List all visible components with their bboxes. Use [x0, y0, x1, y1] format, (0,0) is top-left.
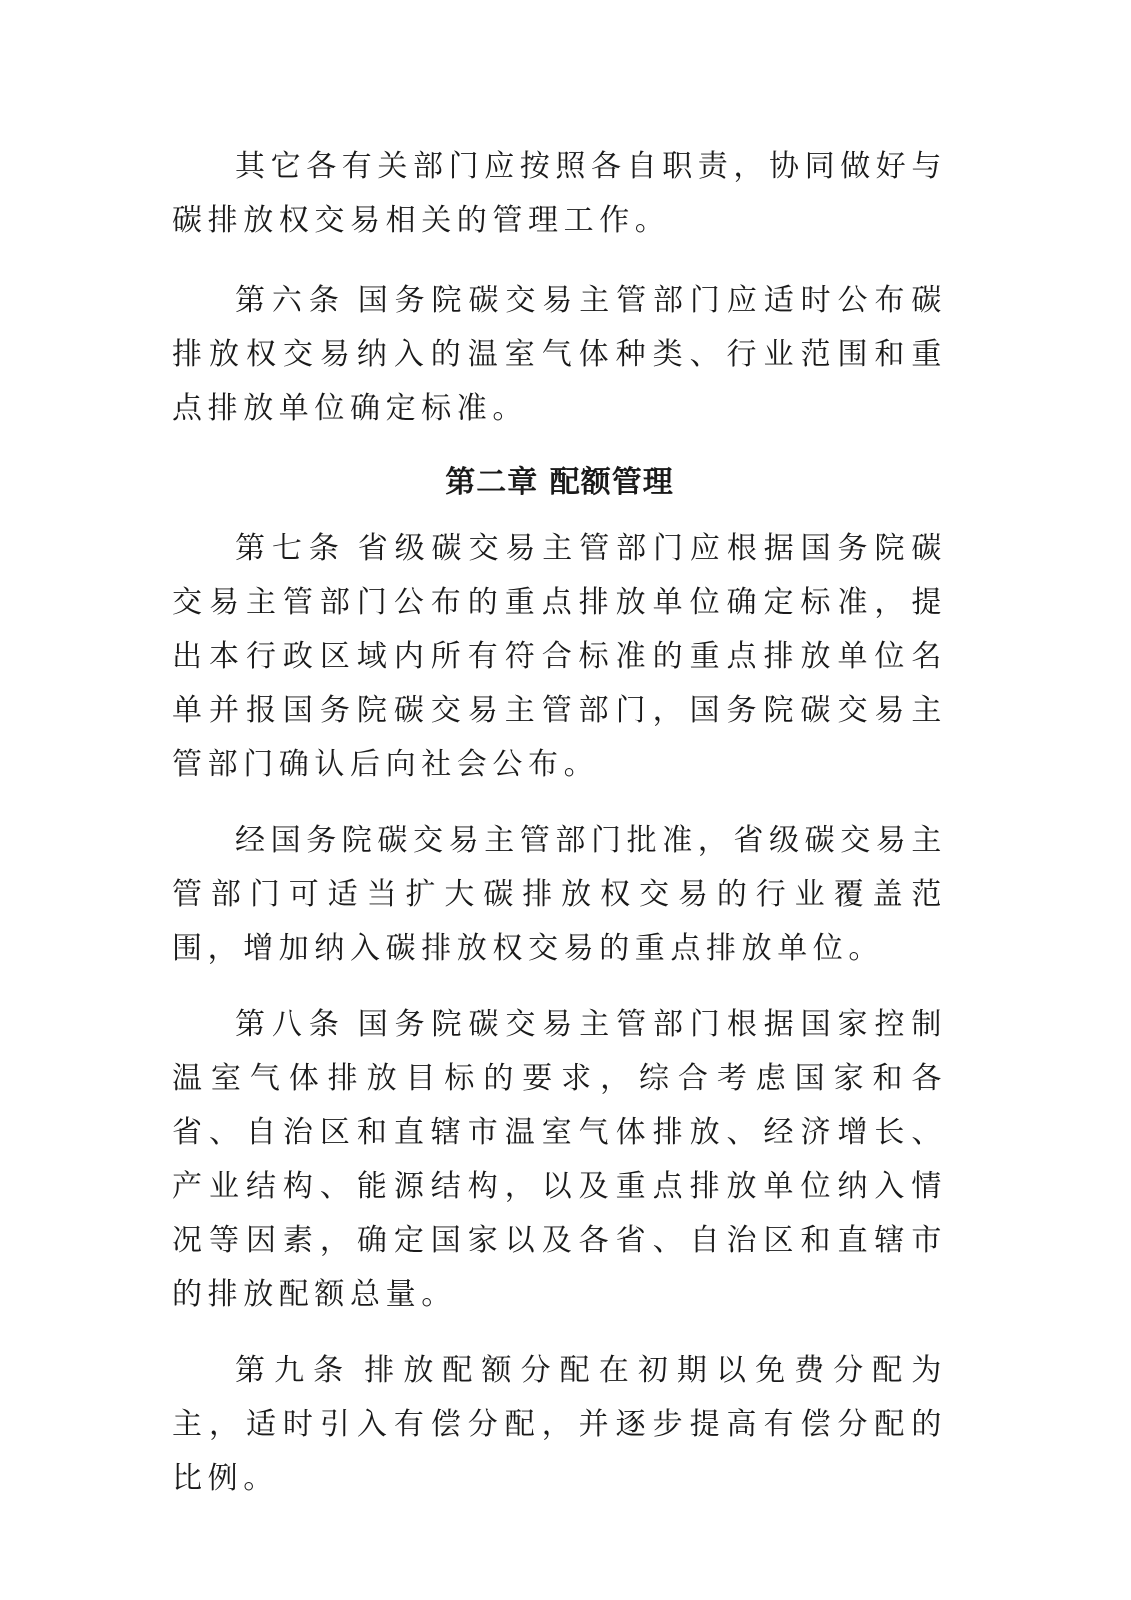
paragraph-other-departments [172, 140, 947, 248]
article-text: 省级碳交易主管部门应根据国务院碳交易主管部门公布的重点排放单位确定标准，提出本行政区域内所有符合标准的重点排放单位名单并报国务院碳交易主管部门，国务院碳交易主管部门确认后向社会公布。 [172, 531, 947, 782]
article-6 [172, 274, 947, 436]
document-body [172, 140, 947, 1528]
paragraph-text: 经国务院碳交易主管部门批准，省级碳交易主管部门可适当扩大碳排放权交易的行业覆盖范围，增加纳入碳排放权交易的重点排放单位。 [172, 823, 947, 966]
article-7 [172, 522, 947, 792]
chapter-title: 第二章 配额管理 [445, 465, 674, 500]
article-label: 第八条 [235, 1007, 346, 1042]
paragraph-text: 其它各有关部门应按照各自职责，协同做好与碳排放权交易相关的管理工作。 [172, 149, 947, 238]
paragraph-approval [172, 814, 947, 976]
article-text: 国务院碳交易主管部门应适时公布碳排放权交易纳入的温室气体种类、行业范围和重点排放单位确定标准。 [172, 283, 947, 426]
article-text: 排放配额分配在初期以免费分配为主，适时引入有偿分配，并逐步提高有偿分配的比例。 [172, 1353, 947, 1496]
article-label: 第六条 [235, 283, 346, 318]
article-text: 国务院碳交易主管部门根据国家控制温室气体排放目标的要求，综合考虑国家和各省、自治区和直辖市温室气体排放、经济增长、产业结构、能源结构，以及重点排放单位纳入情况等因素，确定国家以及各省、自治区和直辖市的排放配额总量。 [172, 1007, 947, 1312]
article-label: 第九条 [235, 1353, 353, 1388]
article-9 [172, 1344, 947, 1506]
article-8 [172, 998, 947, 1322]
article-label: 第七条 [235, 531, 346, 566]
